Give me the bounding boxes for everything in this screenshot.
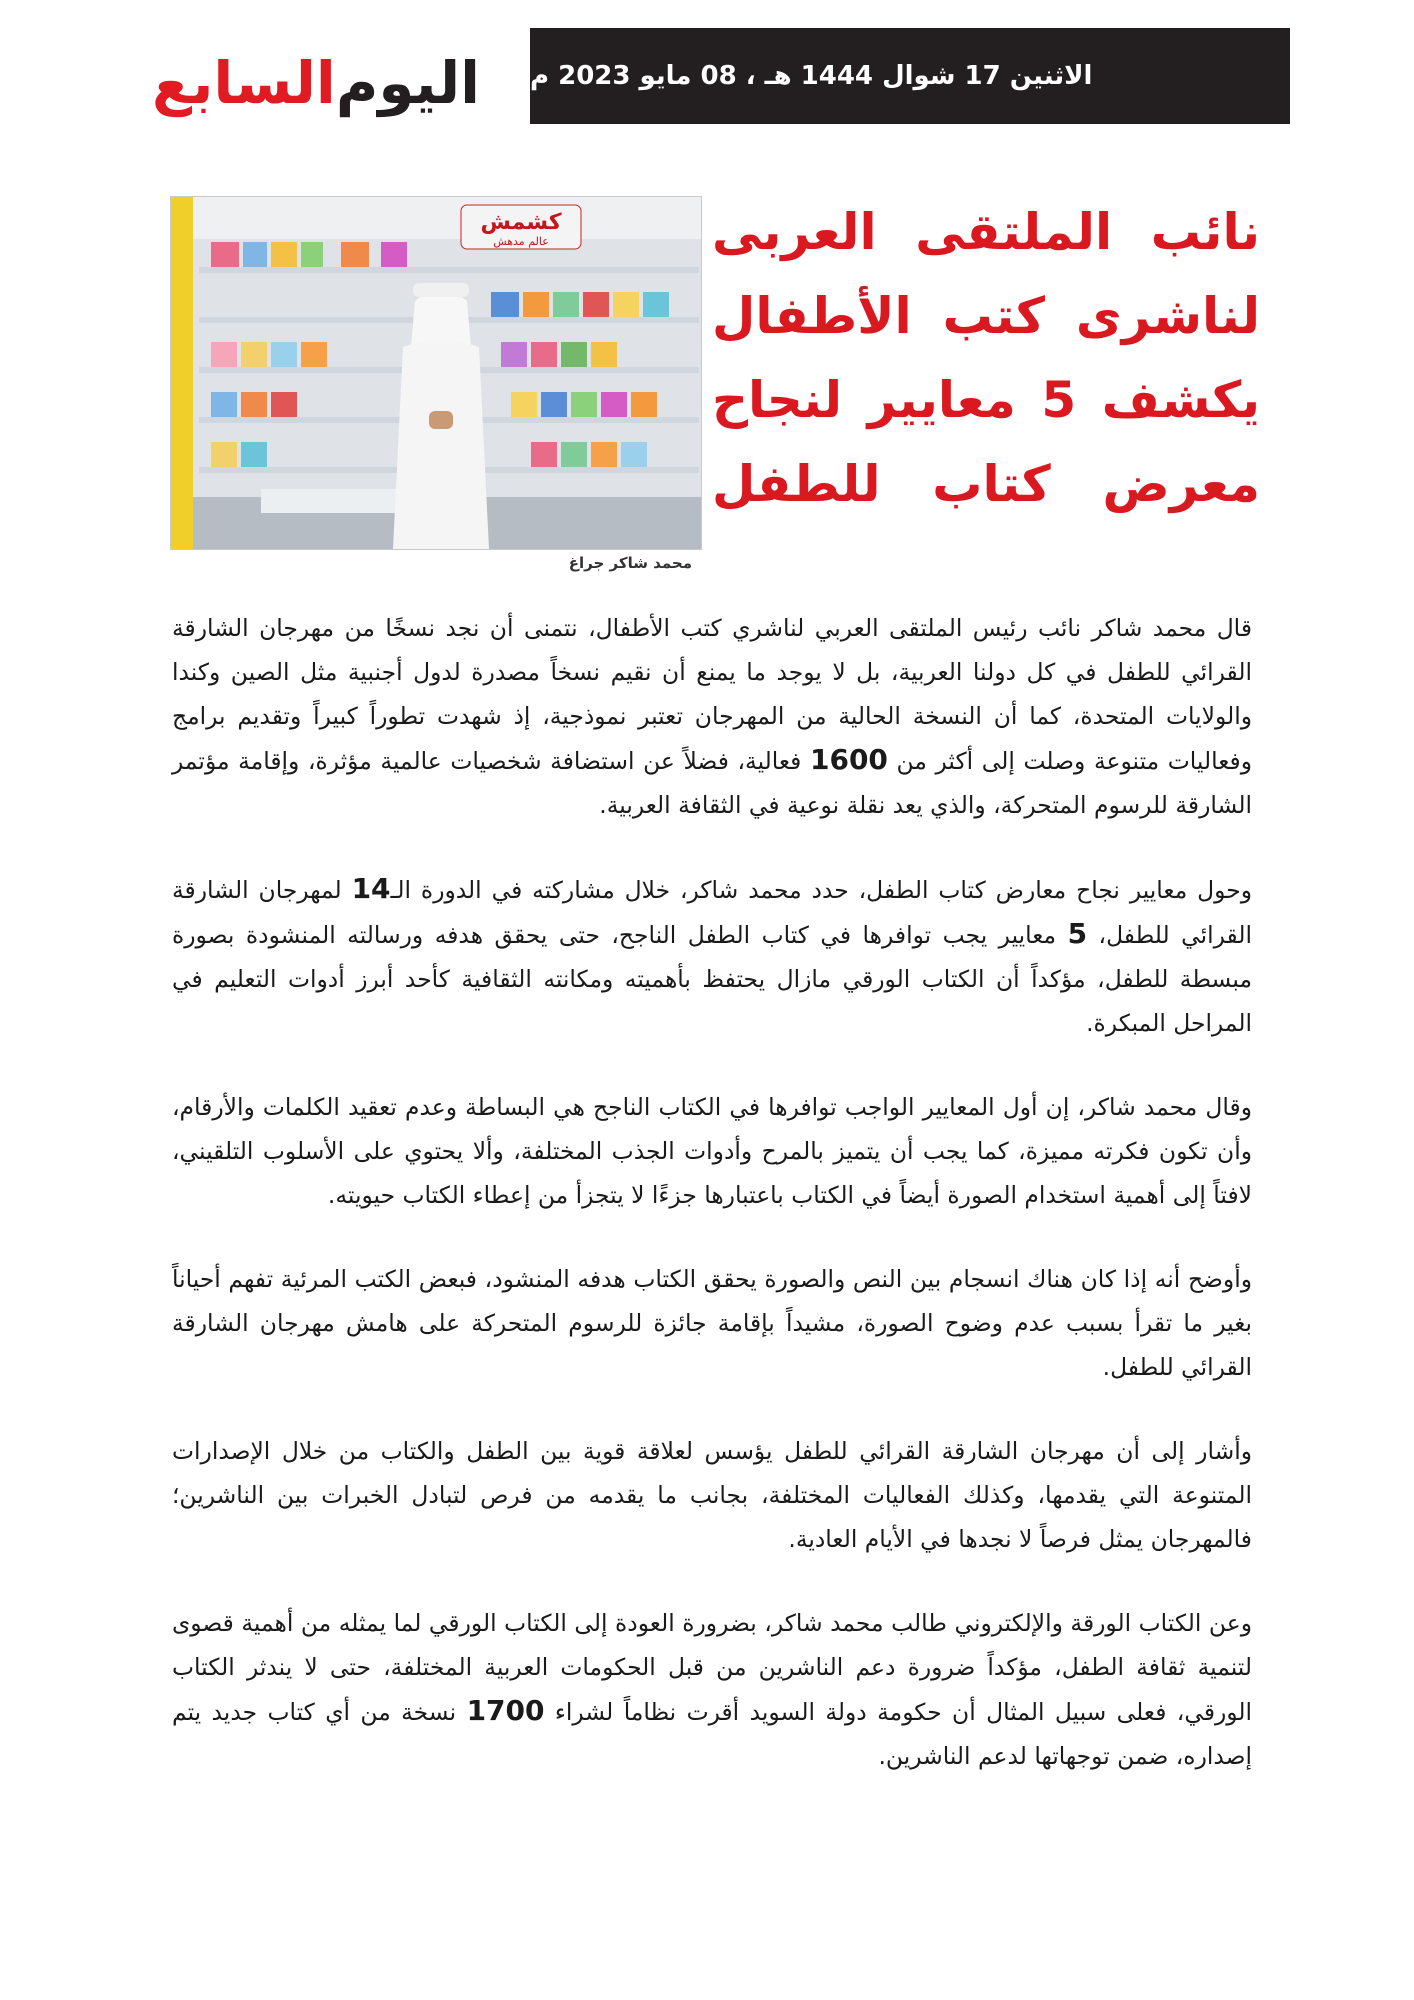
copies-count: 1700 xyxy=(466,1694,545,1727)
article-body xyxy=(172,606,1252,1818)
edition-number: 14 xyxy=(351,872,391,905)
date-bar xyxy=(530,28,1290,124)
paragraph-6 xyxy=(172,1601,1252,1778)
article-headline: نائب الملتقى العربى لناشرى كتب الأطفال يكشف 5 معايير لنجاح معرض كتاب للطفل xyxy=(712,203,1260,513)
logo-word-1: اليوم xyxy=(335,49,481,117)
publication-date: الاثنين 17 شوال 1444 هـ ، 08 مايو 2023 م xyxy=(530,61,1093,91)
bookstore-illustration xyxy=(171,197,701,549)
paragraph-2-text-a: وحول معايير نجاح معارض كتاب الطفل، حدد محمد شاكر، خلال مشاركته في الدورة الـ xyxy=(390,876,1252,904)
paragraph-1 xyxy=(172,606,1252,827)
criteria-count: 5 xyxy=(1067,917,1088,950)
newspaper-logo xyxy=(151,38,481,128)
paragraph-6-text-a: وعن الكتاب الورقة والإلكتروني طالب محمد شاكر، بضرورة العودة إلى الكتاب الورقي لما يمثله من أهمية قصوى لتنمية ثقافة الطفل، مؤكداً ضرورة دعم الناشرين من قبل الحكومات العربية المختلفة، حتى لا يندثر الكتاب الورقي، فعلى سبيل المثال أن حكومة دولة السويد أقرت نظاماً لشراء xyxy=(172,1609,1253,1726)
paragraph-1-text-a: قال محمد شاكر نائب رئيس الملتقى العربي لناشري كتب الأطفال، نتمنى أن نجد نسخًا من مهرجان الشارقة القرائي للطفل في كل دولنا العربية، بل لا يوجد ما يمنع أن نقيم نسخاً مصدرة لدول أجنبية مثل الصين وكندا والولايات المتحدة، كما أن النسخة الحالية من المهرجان تعتبر نموذجية، إذ شهدت تطوراً كبيراً وتقديم برامج وفعاليات متنوعة وصلت إلى أكثر من xyxy=(172,614,1253,775)
article-photo xyxy=(170,196,702,550)
store-sign-text: كشمش xyxy=(480,210,562,235)
photo-caption: محمد شاكر جراغ xyxy=(568,554,692,572)
paragraph-1-text-b: فعالية، فضلاً عن استضافة شخصيات عالمية مؤثرة، وإقامة مؤتمر الشارقة للرسوم المتحركة، والذي يعد نقلة نوعية في الثقافة العربية. xyxy=(172,747,1252,819)
events-count: 1600 xyxy=(809,743,888,776)
paragraph-4: وأوضح أنه إذا كان هناك انسجام بين النص والصورة يحقق الكتاب هدفه المنشود، فبعض الكتب المرئية تفهم أحياناً بغير ما تقرأ بسبب عدم وضوح الصورة، مشيداً بإقامة جائزة للرسوم المتحركة على هامش مهرجان الشارقة القرائي للطفل. xyxy=(172,1265,1252,1381)
paragraph-6-text-b: نسخة من أي كتاب جديد يتم إصداره، ضمن توجهاتها لدعم الناشرين. xyxy=(172,1698,1252,1770)
paragraph-5: وأشار إلى أن مهرجان الشارقة القرائي للطفل يؤسس لعلاقة قوية بين الطفل والكتاب من خلال الإصدارات المتنوعة التي يقدمها، وكذلك الفعاليات المختلفة، بجانب ما يقدمه من فرص لتبادل الخبرات بين الناشرين؛ فالمهرجان يمثل فرصاً لا نجدها في الأيام العادية. xyxy=(172,1437,1252,1553)
logo-word-2: السابع xyxy=(151,49,336,117)
paragraph-2-text-b: لمهرجان الشارقة القرائي للطفل، xyxy=(172,876,1253,949)
paragraph-2 xyxy=(172,867,1252,1045)
paragraph-2-text-c: معايير يجب توافرها في كتاب الطفل الناجح، حتى يحقق هدفه ورسالته المنشودة بصورة مبسطة للطفل، مؤكداً أن الكتاب الورقي مازال يحتفظ بأهميته ومكانته الثقافية كأحد أبرز أدوات التعليم في المراحل المبكرة. xyxy=(172,921,1252,1037)
paragraph-3: وقال محمد شاكر، إن أول المعايير الواجب توافرها في الكتاب الناجح هي البساطة وعدم تعقيد الكلمات والأرقام، وأن تكون فكرته مميزة، كما يجب أن يتميز بالمرح وأدوات الجذب المختلفة، وألا يحتوي على الأسلوب التلقيني، لافتاً إلى أهمية استخدام الصورة أيضاً في الكتاب باعتبارها جزءًا لا يتجزأ من إعطاء الكتاب حيويته. xyxy=(172,1093,1252,1209)
store-sign-subtext: عالم مدهش xyxy=(493,235,549,248)
